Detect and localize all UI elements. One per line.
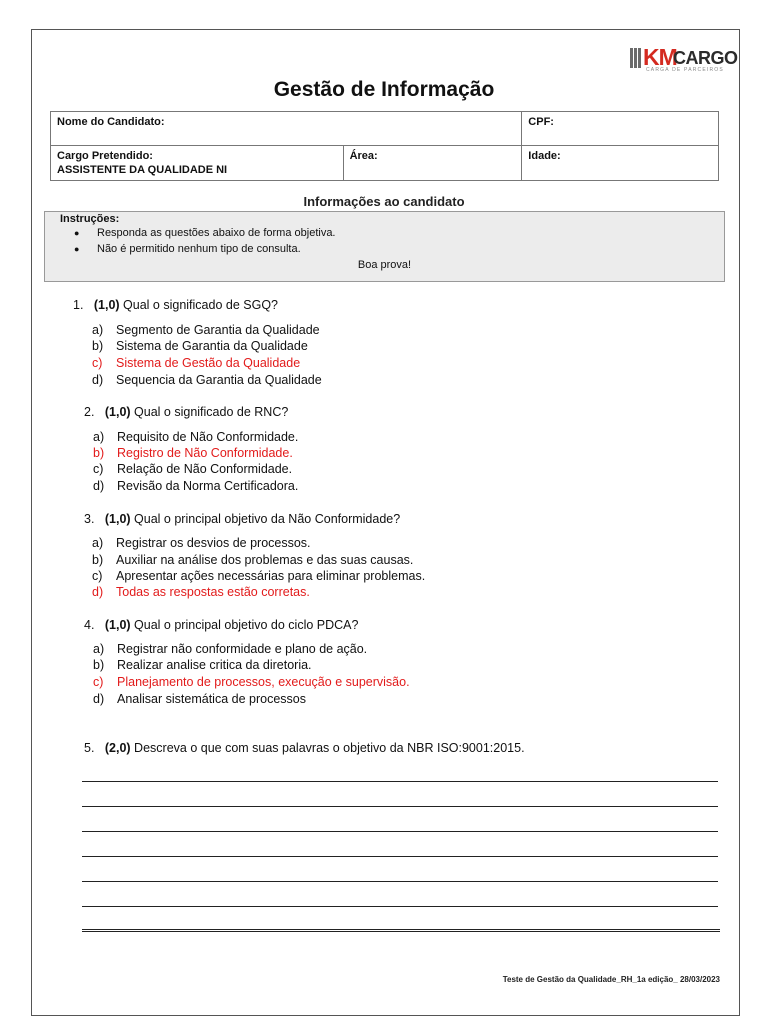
question-2-option-c[interactable]: c) Relação de Não Conformidade. — [93, 462, 293, 476]
question-text: Qual o significado de SGQ? — [123, 298, 278, 312]
area-label: Área: — [349, 150, 378, 162]
question-text: Qual o principal objetivo do ciclo PDCA? — [134, 618, 359, 632]
question-number: 3. — [84, 512, 95, 526]
answer-line[interactable] — [82, 806, 718, 807]
idade-cell[interactable] — [522, 146, 719, 181]
question-1 — [73, 298, 278, 312]
question-points: (1,0) — [93, 298, 120, 312]
question-text: Qual o principal objetivo da Não Conformidade? — [134, 512, 401, 526]
question-points: (1,0) — [104, 512, 131, 526]
page-title: Gestão de Informação — [273, 78, 495, 101]
question-5 — [84, 741, 525, 755]
instructions-closing: Boa prova! — [357, 259, 412, 271]
question-3-option-d[interactable]: d) Todas as respostas estão corretas. — [92, 585, 310, 599]
instructions-box — [44, 211, 725, 282]
question-number: 4. — [84, 618, 95, 632]
question-4-option-b[interactable]: b) Realizar analise critica da diretoria. — [93, 658, 312, 672]
idade-label: Idade: — [528, 150, 561, 162]
question-number: 2. — [84, 405, 95, 419]
question-number: 5. — [84, 741, 95, 755]
question-4-option-a[interactable]: a) Registrar não conformidade e plano de ação. — [93, 642, 368, 656]
question-4 — [84, 618, 358, 632]
bullet-icon: ● — [74, 244, 80, 254]
cargo-label: Cargo Pretendido: — [57, 150, 153, 162]
candidate-name-label: Nome do Candidato: — [57, 116, 165, 128]
question-3 — [84, 512, 400, 526]
question-1-option-d[interactable]: d) Sequencia da Garantia da Qualidade — [92, 373, 322, 387]
candidate-name-cell[interactable] — [51, 112, 522, 146]
question-2-option-b[interactable]: b) Registro de Não Conformidade. — [93, 446, 293, 460]
bullet-icon: ● — [74, 228, 80, 238]
logo-bars-icon — [630, 48, 642, 68]
document-footer: Teste de Gestão da Qualidade_RH_1a edição_ 28/03/2023 — [502, 975, 720, 984]
kmcargo-logo — [630, 44, 738, 73]
cpf-cell[interactable] — [522, 112, 719, 146]
answer-line[interactable] — [82, 881, 718, 882]
area-cell[interactable] — [343, 146, 522, 181]
question-4-option-c[interactable]: c) Planejamento de processos, execução e supervisão. — [93, 675, 410, 689]
question-points: (1,0) — [104, 618, 131, 632]
answer-line[interactable] — [82, 781, 718, 782]
question-1-option-c[interactable]: c) Sistema de Gestão da Qualidade — [92, 356, 301, 370]
logo-km: KM — [643, 44, 677, 70]
cpf-label: CPF: — [528, 116, 554, 128]
question-2-option-d[interactable]: d) Revisão da Norma Certificadora. — [93, 479, 299, 493]
answer-line[interactable] — [82, 856, 718, 857]
question-text: Descreva o que com suas palavras o objetivo da NBR ISO:9001:2015. — [134, 741, 525, 755]
question-2 — [84, 405, 288, 419]
question-3-option-a[interactable]: a) Registrar os desvios de processos. — [92, 536, 311, 550]
question-2-option-a[interactable]: a) Requisito de Não Conformidade. — [93, 430, 299, 444]
question-4-option-d[interactable]: d) Analisar sistemática de processos — [93, 692, 306, 706]
instruction-item: Não é permitido nenhum tipo de consulta. — [97, 243, 301, 255]
cargo-value: ASSISTENTE DA QUALIDADE NI — [57, 164, 228, 176]
candidate-info-heading: Informações ao candidato — [303, 194, 465, 209]
answer-line[interactable] — [82, 906, 718, 907]
cargo-cell[interactable] — [51, 146, 344, 181]
instructions-label: Instruções: — [60, 213, 120, 225]
question-points: (2,0) — [104, 741, 131, 755]
instruction-item: Responda as questões abaixo de forma objetiva. — [97, 227, 336, 239]
question-1-option-a[interactable]: a) Segmento de Garantia da Qualidade — [92, 323, 320, 337]
question-number: 1. — [73, 298, 84, 312]
answer-line-double[interactable] — [82, 929, 720, 932]
question-3-option-b[interactable]: b) Auxiliar na análise dos problemas e das suas causas. — [92, 553, 414, 567]
question-text: Qual o significado de RNC? — [134, 405, 289, 419]
answer-line[interactable] — [82, 831, 718, 832]
candidate-info-table — [50, 111, 719, 181]
question-3-option-c[interactable]: c) Apresentar ações necessárias para eliminar problemas. — [92, 569, 426, 583]
logo-cargo: CARGO — [673, 48, 738, 68]
question-points: (1,0) — [104, 405, 131, 419]
logo-tagline: CARGA DE PARCEIROS — [646, 67, 724, 73]
question-1-option-b[interactable]: b) Sistema de Garantia da Qualidade — [92, 339, 308, 353]
